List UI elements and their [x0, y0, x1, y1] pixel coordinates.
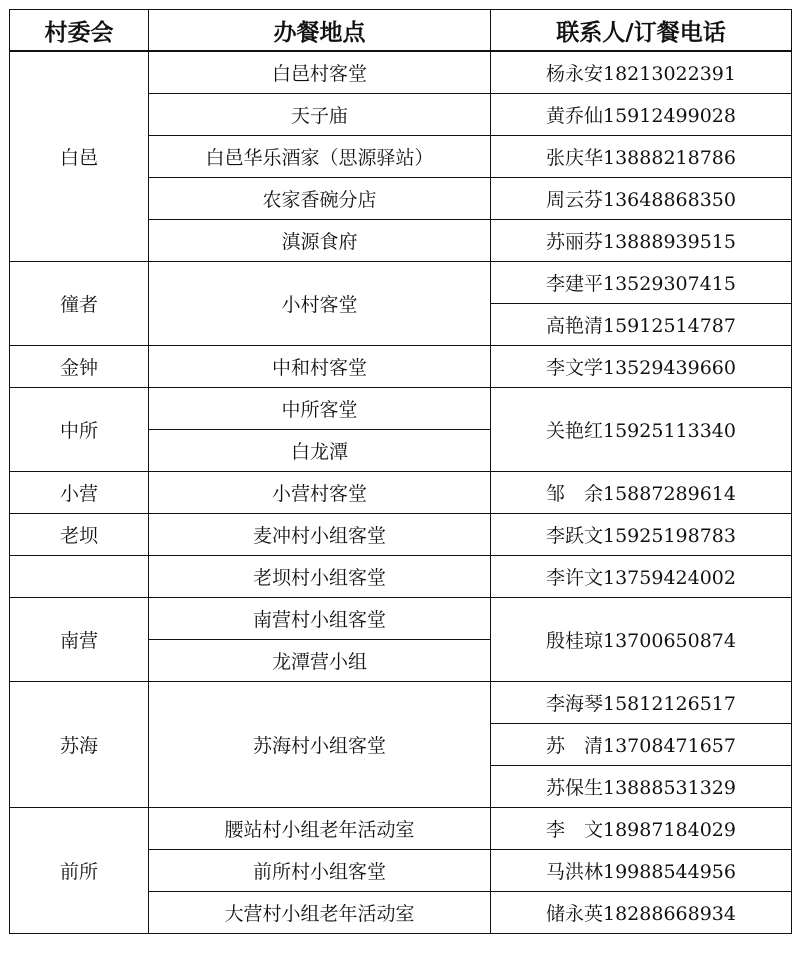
place-cell: 白龙潭	[149, 430, 491, 472]
contact-cell: 储永英18288668934	[491, 892, 792, 934]
place-cell: 中和村客堂	[149, 346, 491, 388]
contact-cell: 高艳清15912514787	[491, 304, 792, 346]
place-cell: 麦冲村小组客堂	[149, 514, 491, 556]
contact-cell: 张庆华13888218786	[491, 136, 792, 178]
place-cell: 小村客堂	[149, 262, 491, 346]
place-cell: 中所客堂	[149, 388, 491, 430]
table-row	[10, 388, 792, 430]
place-cell: 小营村客堂	[149, 472, 491, 514]
contact-cell: 苏 清13708471657	[491, 724, 792, 766]
contact-cell: 李海琴15812126517	[491, 682, 792, 724]
table-row	[10, 808, 792, 850]
table-row	[10, 556, 792, 598]
place-cell: 南营村小组客堂	[149, 598, 491, 640]
village-cell: 老坝	[10, 514, 149, 556]
table-row	[10, 682, 792, 724]
place-cell: 老坝村小组客堂	[149, 556, 491, 598]
contact-cell: 李许文13759424002	[491, 556, 792, 598]
place-cell: 前所村小组客堂	[149, 850, 491, 892]
table-row	[10, 598, 792, 640]
place-cell: 大营村小组老年活动室	[149, 892, 491, 934]
table-row	[10, 514, 792, 556]
contact-cell: 黄乔仙15912499028	[491, 94, 792, 136]
table-row	[10, 346, 792, 388]
contact-cell: 关艳红15925113340	[491, 388, 792, 472]
contact-cell: 苏保生13888531329	[491, 766, 792, 808]
village-cell: 小营	[10, 472, 149, 514]
place-cell: 白邑华乐酒家（思源驿站）	[149, 136, 491, 178]
contact-cell: 马洪林19988544956	[491, 850, 792, 892]
header-village: 村委会	[10, 10, 149, 52]
contact-cell: 李跃文15925198783	[491, 514, 792, 556]
contact-cell: 李建平13529307415	[491, 262, 792, 304]
village-cell: 金钟	[10, 346, 149, 388]
place-cell: 农家香碗分店	[149, 178, 491, 220]
contact-cell: 杨永安18213022391	[491, 51, 792, 94]
place-cell: 天子庙	[149, 94, 491, 136]
header-row	[10, 10, 792, 52]
contact-cell: 苏丽芬13888939515	[491, 220, 792, 262]
village-cell: 白邑	[10, 51, 149, 262]
contact-cell: 邹 余15887289614	[491, 472, 792, 514]
table-row	[10, 262, 792, 304]
contact-cell: 李 文18987184029	[491, 808, 792, 850]
contact-cell: 殷桂琼13700650874	[491, 598, 792, 682]
village-cell	[10, 556, 149, 598]
restaurant-contact-table	[9, 9, 792, 934]
contact-cell: 周云芬13648868350	[491, 178, 792, 220]
place-cell: 腰站村小组老年活动室	[149, 808, 491, 850]
place-cell: 苏海村小组客堂	[149, 682, 491, 808]
contact-cell: 李文学13529439660	[491, 346, 792, 388]
header-contact: 联系人/订餐电话	[491, 10, 792, 52]
village-cell: 中所	[10, 388, 149, 472]
place-cell: 龙潭营小组	[149, 640, 491, 682]
village-cell: 前所	[10, 808, 149, 934]
place-cell: 滇源食府	[149, 220, 491, 262]
place-cell: 白邑村客堂	[149, 51, 491, 94]
table-row	[10, 51, 792, 94]
village-cell: 南营	[10, 598, 149, 682]
table-row	[10, 472, 792, 514]
header-place: 办餐地点	[149, 10, 491, 52]
village-cell: 苏海	[10, 682, 149, 808]
village-cell: 徸者	[10, 262, 149, 346]
